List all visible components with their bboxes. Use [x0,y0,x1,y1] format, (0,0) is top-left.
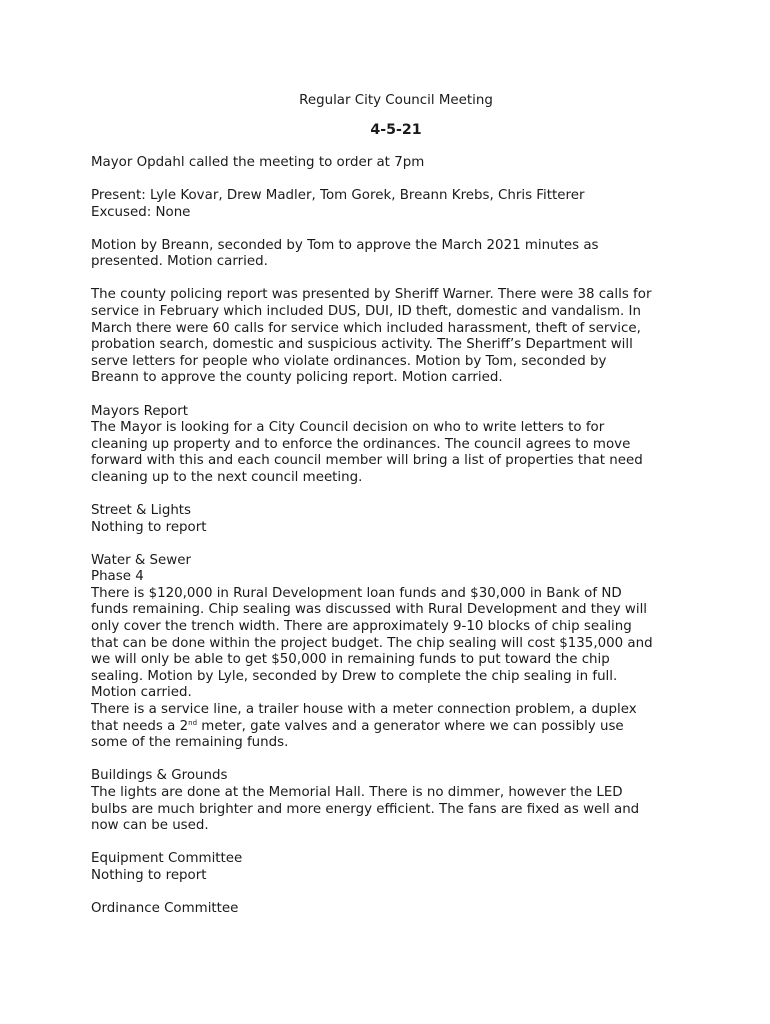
buildings-grounds-section: Buildings & Grounds The lights are done at the Memorial Hall. There is no dimmer, however the LED bulbs are much brighter and more energy efficient. The fans are fixed as well and now can be used. [91,768,640,834]
meeting-title: Regular City Council Meeting [299,93,493,108]
policing-report: The county policing report was presented by Sheriff Warner. There were 38 calls for service in February which included DUS, DUI, ID theft, domestic and vandalism. In March there were 60 calls for service which included harassment, theft of service, probation search, domestic and suspicious activity. The Sheriff’s Department will serve letters for people who violate ordinances. Motion by Tom, seconded by Breann to approve the county policing report. Motion carried. [91,287,652,386]
water-sewer-section: Water & Sewer Phase 4 There is $120,000 in Rural Development loan funds and $30,000 in Bank of ND funds remaining. Chip sealing was discussed with Rural Development and they will only cover the trench width. There are approximately 9-10 blocks of chip sealing that can be done within the project budget. The chip sealing will cost $135,000 and we will only be able to get $50,000 in remaining funds to put toward the chip sealing. Motion by Lyle, seconded by Drew to complete the chip sealing in full. Motion carried. [91,552,653,701]
service-line-paragraph [91,702,691,752]
mayors-report: Mayors Report The Mayor is looking for a City Council decision on who to write letters to for cleaning up property and to enforce the ordinances. The council agrees to move forward with this and each council member will bring a list of properties that need cleaning up to the next council meeting. [91,403,643,485]
equipment-committee-section: Equipment Committee Nothing to report [91,851,243,883]
meeting-date: 4-5-21 [370,122,422,138]
attendance: Present: Lyle Kovar, Drew Madler, Tom Gorek, Breann Krebs, Chris Fitterer Excused: None [91,188,585,220]
ordinance-committee-heading: Ordinance Committee [91,900,239,916]
service-line-text-b: meter, gate valves and a generator where we can possibly use some of the remaining funds. [91,718,624,751]
call-to-order: Mayor Opdahl called the meeting to order at 7pm [91,155,425,170]
service-line-text-a: There is a service line, a trailer house with a meter connection problem, a duplex that needs a 2 [91,702,637,734]
document-page [91,92,691,917]
minutes-motion: Motion by Breann, seconded by Tom to approve the March 2021 minutes as presented. Motion carried. [91,237,599,270]
street-lights-section: Street & Lights Nothing to report [91,503,207,535]
ordinal-superscript: nd [188,718,198,727]
